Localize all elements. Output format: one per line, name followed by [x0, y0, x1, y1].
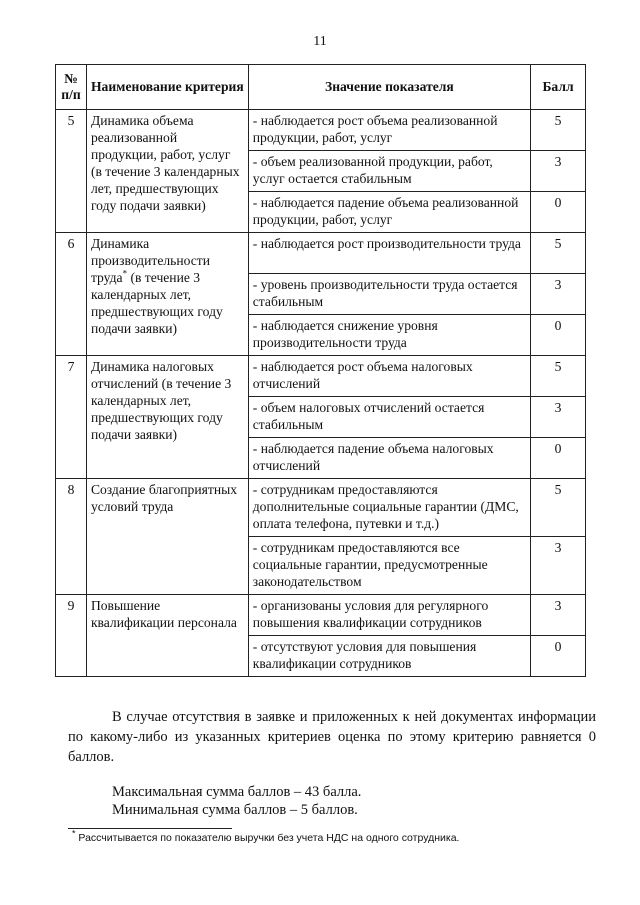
min-sum-line: Минимальная сумма баллов – 5 баллов.	[112, 802, 358, 818]
row-number: 7	[56, 356, 87, 479]
criterion-score: 0	[531, 636, 586, 677]
criterion-name-end: (в течение 3 календарных лет, предшествующих году подачи заявки)	[90, 270, 223, 336]
header-value: Значение показателя	[248, 65, 530, 110]
criterion-score: 5	[531, 110, 586, 151]
footnote-mark: *	[72, 828, 76, 839]
criterion-value: - сотрудникам предоставляются все социальные гарантии, предусмотренные законодательством	[248, 537, 530, 595]
criterion-score: 3	[531, 274, 586, 315]
criterion-value: - наблюдается падение объема налоговых отчислений	[248, 438, 530, 479]
criterion-value: - сотрудникам предоставляются дополнительные социальные гарантии (ДМС, оплата телефона, путевки и т.д.)	[248, 479, 530, 537]
page-number: 11	[313, 34, 327, 49]
footnote-reference: *	[122, 268, 128, 279]
criterion-score: 0	[531, 192, 586, 233]
criterion-name	[86, 233, 248, 356]
criterion-value: - отсутствуют условия для повышения квалификации сотрудников	[248, 636, 530, 677]
footnote	[72, 828, 460, 844]
criterion-value: - наблюдается рост производительности труда	[248, 233, 530, 274]
criterion-score: 3	[531, 595, 586, 636]
criterion-name: Создание благоприятных условий труда	[86, 479, 248, 595]
table-row	[56, 233, 586, 274]
table-row	[56, 356, 586, 397]
footnote-divider	[68, 828, 232, 829]
criterion-score: 3	[531, 397, 586, 438]
criterion-name-start: Динамика производительности труда	[90, 236, 210, 285]
criteria-table	[55, 64, 586, 677]
header-num: № п/п	[56, 65, 87, 110]
table-header-row	[56, 65, 586, 110]
criterion-value: - наблюдается рост объема реализованной продукции, работ, услуг	[248, 110, 530, 151]
criterion-score: 0	[531, 315, 586, 356]
criterion-value: - наблюдается снижение уровня производительности труда	[248, 315, 530, 356]
criterion-score: 5	[531, 233, 586, 274]
table-row	[56, 479, 586, 537]
footnote-text: Рассчитывается по показателю выручки без учета НДС на одного сотрудника.	[75, 832, 460, 844]
row-number: 9	[56, 595, 87, 677]
criterion-score: 3	[531, 537, 586, 595]
table-row	[56, 595, 586, 636]
criterion-score: 0	[531, 438, 586, 479]
criterion-value: - наблюдается рост объема налоговых отчислений	[248, 356, 530, 397]
criterion-name: Динамика объема реализованной продукции, работ, услуг (в течение 3 календарных лет, предшествующих году подачи заявки)	[86, 110, 248, 233]
row-number: 8	[56, 479, 87, 595]
header-name: Наименование критерия	[86, 65, 248, 110]
criterion-value: - организованы условия для регулярного повышения квалификации сотрудников	[248, 595, 530, 636]
criterion-score: 3	[531, 151, 586, 192]
row-number: 6	[56, 233, 87, 356]
criterion-score: 5	[531, 356, 586, 397]
criterion-value: - наблюдается падение объема реализованной продукции, работ, услуг	[248, 192, 530, 233]
criterion-value: - уровень производительности труда остается стабильным	[248, 274, 530, 315]
criterion-score: 5	[531, 479, 586, 537]
table-row	[56, 110, 586, 151]
row-number: 5	[56, 110, 87, 233]
header-score: Балл	[531, 65, 586, 110]
criterion-name: Повышение квалификации персонала	[86, 595, 248, 677]
criterion-value: - объем налоговых отчислений остается стабильным	[248, 397, 530, 438]
criterion-name: Динамика налоговых отчислений (в течение 3 календарных лет, предшествующих году подачи заявки)	[86, 356, 248, 479]
zero-score-paragraph: В случае отсутствия в заявке и приложенных к ней документах информации по какому-либо из указанных критериев оценка по этому критерию равняется 0 баллов.	[68, 709, 596, 765]
max-sum-line: Максимальная сумма баллов – 43 балла.	[112, 784, 362, 800]
criterion-value: - объем реализованной продукции, работ, услуг остается стабильным	[248, 151, 530, 192]
